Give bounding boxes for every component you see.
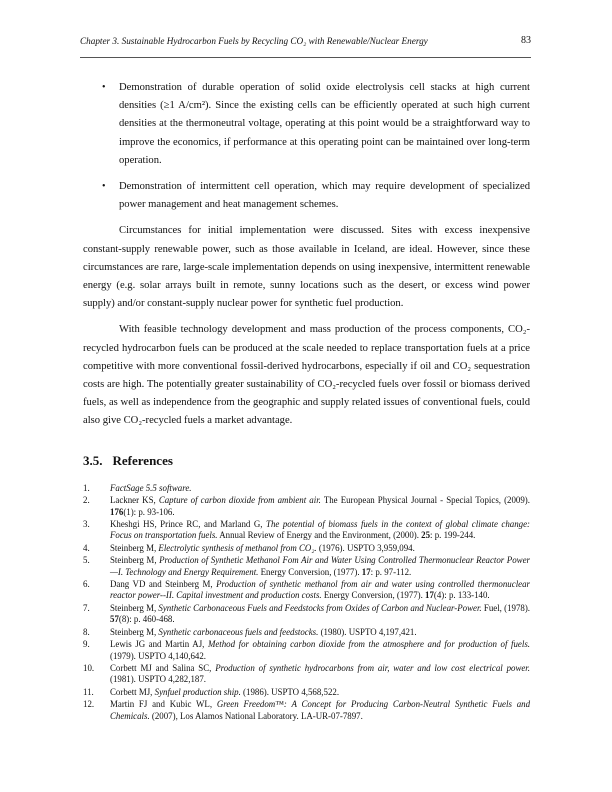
reference-list [83, 483, 530, 723]
reference-number: 8. [83, 626, 90, 637]
reference-item [83, 663, 530, 686]
reference-source: Fuel, (1978). [481, 602, 530, 613]
reference-authors: Lewis JG and Martin AJ, [110, 638, 208, 649]
reference-authors: Lackner KS, [110, 494, 159, 505]
reference-volume: 176 [110, 506, 124, 517]
reference-source: (1981). USPTO 4,282,187. [110, 674, 206, 685]
reference-source: (1979). USPTO 4,140,642. [110, 650, 206, 661]
reference-title: Synthetic carbonaceous fuels and feedstocks. [158, 626, 319, 637]
reference-authors: Corbett MJ and Salina SC, [110, 662, 216, 673]
reference-title: Synthetic Carbonaceous Fuels and Feedstocks from Oxides of Carbon and Nuclear-Power. [158, 602, 482, 613]
reference-number: 10. [83, 662, 95, 673]
reference-pages: : p. 97-112. [370, 566, 412, 577]
reference-item [83, 639, 530, 662]
reference-source: (1986). USPTO 4,568,522. [240, 686, 340, 697]
reference-title: Production of Synthetic Methanol Fom Air and Water Using Controlled Thermonuclear Reactor Power—I. Technology and Energy Requirement. [110, 554, 530, 577]
reference-pages: (1): p. 93-106. [123, 506, 175, 517]
bullet-text: Demonstration of intermittent cell operation, which may require development of specialized power management and heat management schemes. [119, 181, 530, 211]
bullet-icon: • [102, 82, 106, 93]
section-title: References [112, 452, 173, 468]
reference-title: Capture of carbon dioxide from ambient air. [158, 494, 321, 505]
reference-item [83, 627, 530, 639]
reference-source: Annual Review of Energy and the Environment, (2000). [217, 530, 422, 541]
reference-pages: : p. 199-244. [430, 530, 476, 541]
reference-volume: 17 [361, 566, 371, 577]
reference-title: Method for obtaining carbon dioxide from the atmosphere and for production of fuels. [207, 638, 530, 649]
reference-number: 1. [83, 482, 90, 493]
reference-title: Green Freedom™: A Concept for Producing Carbon-Neutral Synthetic Fuels and Chemicals. [110, 698, 531, 721]
reference-title: Production of synthetic methanol from air and water using controlled thermonuclear reactor power--II. Capital investment and production costs. [110, 578, 530, 601]
reference-number: 3. [83, 518, 90, 529]
reference-source: Energy Conversion, (1977). [258, 566, 362, 577]
reference-item [83, 699, 530, 722]
page-body [83, 79, 530, 723]
reference-volume: 25 [421, 530, 431, 541]
reference-authors: Dang VD and Steinberg M, [110, 578, 217, 589]
reference-volume: 17 [425, 590, 434, 601]
reference-item [83, 543, 530, 555]
reference-volume: 57 [110, 614, 119, 625]
reference-title: FactSage 5.5 software. [110, 482, 192, 493]
body-paragraph: Circumstances for initial implementation were discussed. Sites with excess inexpensive constant-supply renewable power, such as those available in Iceland, are ideal. However, since these circumstances are rare, large-scale implementation depends on using inexpensive, intermittent renewable energy (e.g. solar arrays built in remote, sunny locations such as the desert, or excess wind power supply) and/or constant-supply nuclear power for synthetic fuel production. [83, 225, 530, 310]
reference-authors: Steinberg M, [110, 542, 159, 553]
header-title: Chapter 3. Sustainable Hydrocarbon Fuels by Recycling CO₂ with Renewable/Nuclear Energy [80, 36, 428, 46]
reference-source: (2007), Los Alamos National Laboratory. LA-UR-07-7897. [149, 710, 363, 721]
reference-number: 6. [83, 578, 90, 589]
bullet-text: Demonstration of durable operation of solid oxide electrolysis cell stacks at high current densities (≥1 A/cm²). Since the existing cells can be efficiently operated at such high current densities at the thermoneutral voltage, operating at this point would be a straightforward way to improve the economics, if performance at this operating point can be maintained over long-term operation. [119, 82, 530, 166]
bullet-item [83, 79, 530, 170]
reference-number: 2. [83, 494, 90, 505]
reference-authors: Corbett MJ, [110, 686, 155, 697]
reference-title: Electrolytic synthesis of methanol from CO₂. [158, 542, 317, 553]
reference-title: Synfuel production ship. [154, 686, 241, 697]
section-number: 3.5. [83, 452, 103, 468]
reference-authors: Steinberg M, [110, 626, 159, 637]
reference-pages: (4): p. 133-140. [433, 590, 490, 601]
reference-source: The European Physical Journal - Special Topics, (2009). [320, 494, 530, 505]
page-number: 83 [521, 35, 531, 46]
reference-authors: Kheshgi HS, Prince RC, and Marland G, [110, 518, 267, 529]
bullet-icon: • [102, 181, 106, 193]
reference-item [83, 555, 530, 578]
reference-number: 11. [83, 686, 94, 697]
reference-authors: Steinberg M, [110, 602, 159, 613]
reference-source: Energy Conversion, (1977). [321, 590, 426, 601]
section-heading [83, 453, 530, 469]
reference-source: (1980). USPTO 4,197,421. [318, 626, 417, 637]
reference-item [83, 483, 530, 495]
reference-number: 7. [83, 602, 90, 613]
reference-item [83, 495, 530, 518]
reference-number: 9. [83, 638, 90, 649]
reference-authors: Martin FJ and Kubic WL, [110, 698, 217, 709]
reference-number: 12. [83, 698, 95, 709]
reference-item [83, 579, 530, 602]
reference-item [83, 519, 530, 542]
reference-authors: Steinberg M, [110, 554, 160, 565]
reference-number: 5. [83, 554, 90, 565]
reference-title: Production of synthetic hydrocarbons from air, water and low cost electrical power. [215, 662, 530, 673]
reference-item [83, 603, 530, 626]
reference-item [83, 687, 530, 699]
reference-source: (1976). USPTO 3,959,094. [316, 542, 415, 553]
header-divider [80, 57, 531, 58]
reference-pages: (8): p. 460-468. [118, 614, 175, 625]
reference-title: The potential of biomass fuels in the context of global climate change: Focus on transportation fuels. [110, 518, 530, 541]
reference-number: 4. [83, 542, 90, 553]
running-header [80, 35, 531, 47]
body-paragraph: With feasible technology development and mass production of the process components, CO₂-recycled hydrocarbon fuels can be produced at the scale needed to replace transportation fuels at a price competitive with more conventional fossil-derived hydrocarbons, especially if oil and CO₂ sequestration costs are high. The potentially greater sustainability of CO₂-recycled fuels over fossil or biomass derived fuels, as well as independence from the geographic and supply related issues of conventional fuels, could also give CO₂-recycled fuels a market advantage. [83, 324, 530, 427]
bullet-item [83, 178, 530, 214]
